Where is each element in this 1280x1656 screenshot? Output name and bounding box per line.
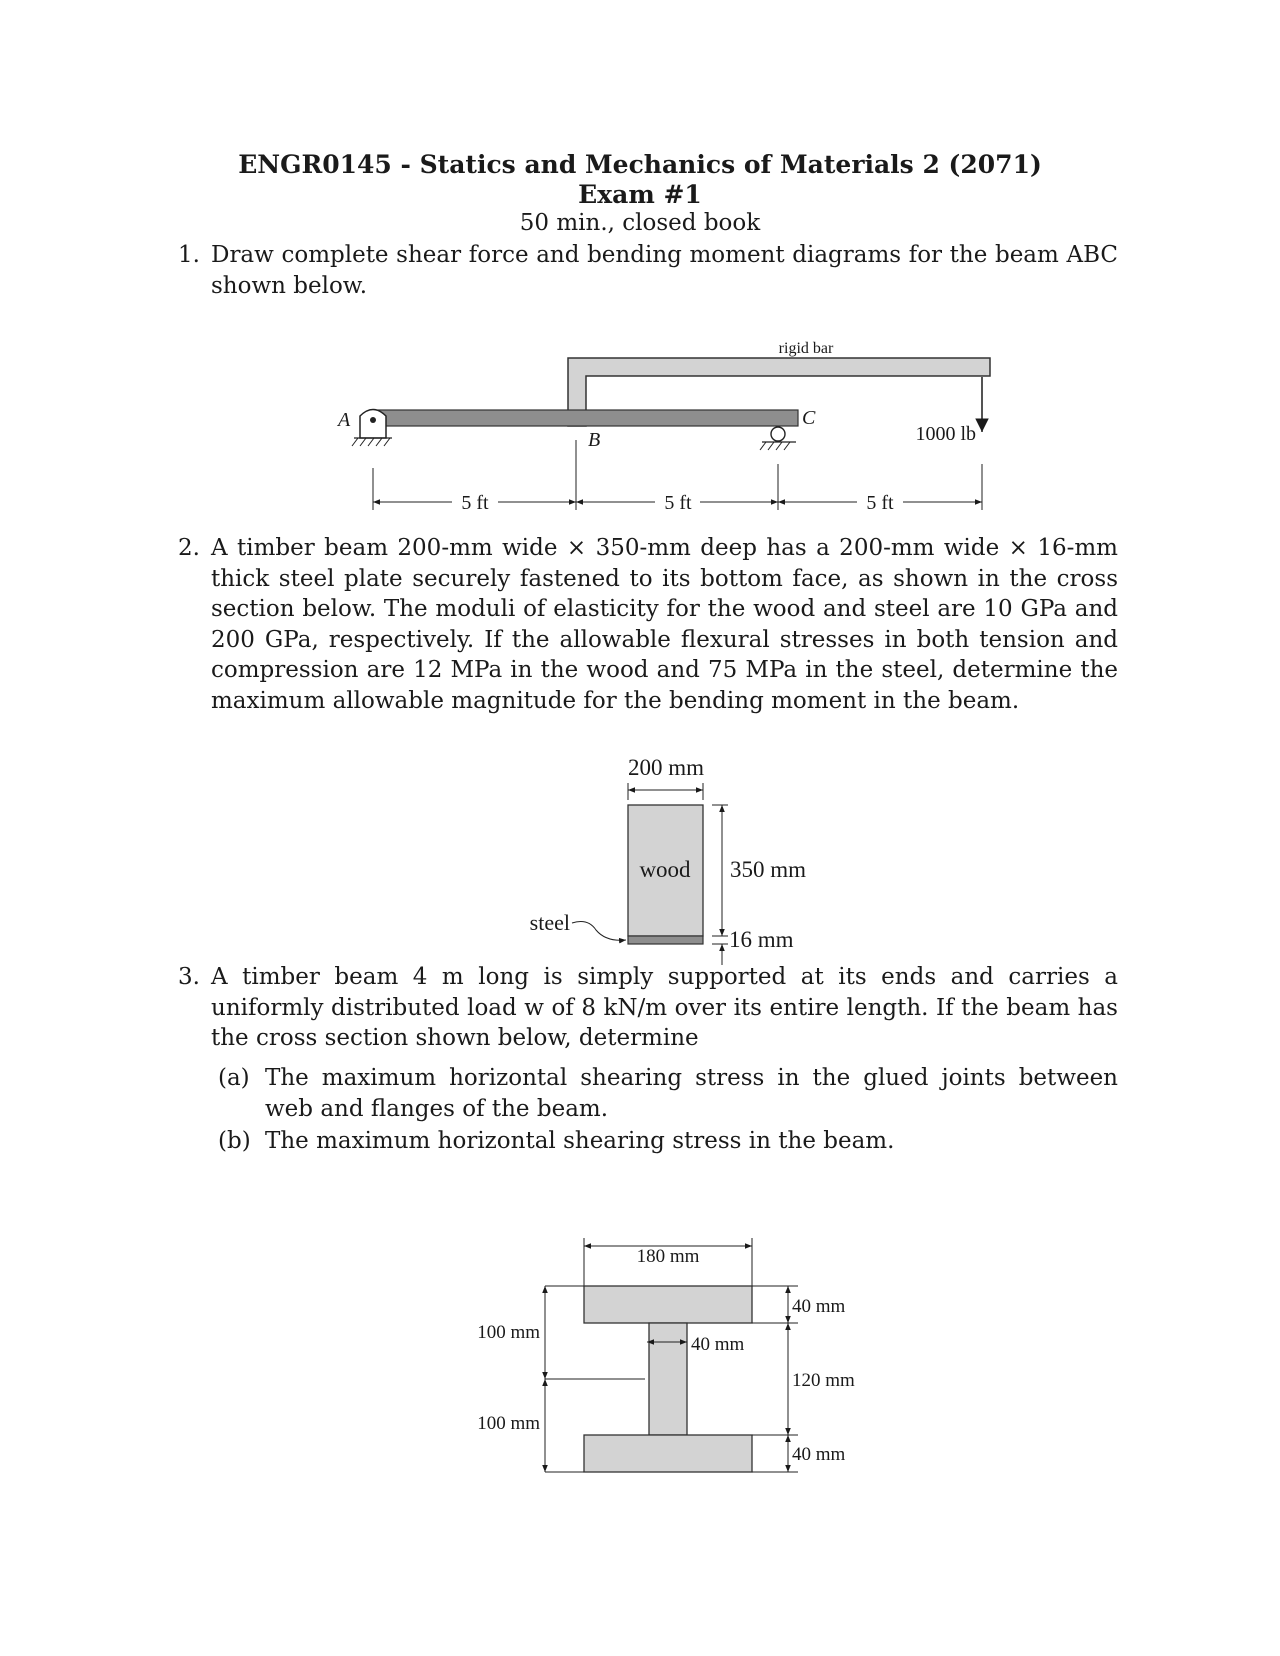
problem-text: A timber beam 200-mm wide × 350-mm deep has a 200-mm wide × 16-mm thick steel plate securely fastened to its bottom face, as shown in the cross section below. The moduli of elasticity for the wood and steel are 10 GPa and 200 GPa, respectively. If the allowable flexural stresses in both tension and compression are 12 MPa in the wood and 75 MPa in the steel, determine the maximum allowable magnitude for the bending moment in the beam. [211,535,1118,714]
width-label: 200 mm [627,755,705,780]
bottom-flange [584,1435,752,1472]
roller-support-c [771,427,785,441]
wood-label: wood [639,857,691,882]
upper-half-label: 100 mm [477,1322,540,1343]
dim-bc: 5 ft [664,492,692,514]
composite-section-figure [530,755,806,965]
part-label: (a) [218,1065,250,1091]
steel-label: steel [529,910,570,935]
i-section-figure [477,1238,855,1472]
plate-thickness-label: 16 mm [729,927,794,952]
web [649,1323,687,1435]
problem-number: 1. [178,242,200,268]
label-b: B [588,429,601,451]
web-height-label: 120 mm [792,1370,855,1391]
dim-c-load: 5 ft [866,492,894,514]
part-text: The maximum horizontal shearing stress in the glued joints between web and flanges of the beam. [265,1065,1118,1122]
top-flange [584,1286,752,1323]
problem-text: Draw complete shear force and bending moment diagrams for the beam ABC shown below. [211,242,1118,299]
pin-support-a [360,410,386,439]
steel-pointer [572,922,626,941]
rigid-bar-label: rigid bar [778,340,834,357]
problem-number: 3. [178,964,200,990]
label-a: A [338,409,351,431]
problem-text: A timber beam 4 m long is simply supported at its ends and carries a uniformly distributed load w of 8 kN/m over its entire length. If the beam has the cross section shown below, determine [211,964,1118,1051]
part-label: (b) [218,1128,251,1154]
beam-figure [336,340,990,514]
label-c: C [802,407,816,429]
load-label: 1000 lb [915,423,976,445]
flange-width-label: 180 mm [636,1246,700,1267]
ground-hatch-a [352,438,390,446]
beam-abc [370,410,798,426]
depth-label: 350 mm [730,857,807,882]
lower-half-label: 100 mm [477,1413,540,1434]
dim-ab: 5 ft [461,492,489,514]
web-width-label: 40 mm [691,1334,745,1355]
course-title: ENGR0145 - Statics and Mechanics of Materials 2 (2071) [238,150,1042,179]
exam-title: Exam #1 [578,180,702,209]
part-text: The maximum horizontal shearing stress in the beam. [265,1128,895,1154]
top-flange-label: 40 mm [792,1296,846,1317]
ground-hatch-c [760,442,790,450]
bottom-flange-label: 40 mm [792,1444,846,1465]
steel-plate [628,936,703,944]
exam-info: 50 min., closed book [519,210,761,236]
problem-number: 2. [178,535,200,561]
